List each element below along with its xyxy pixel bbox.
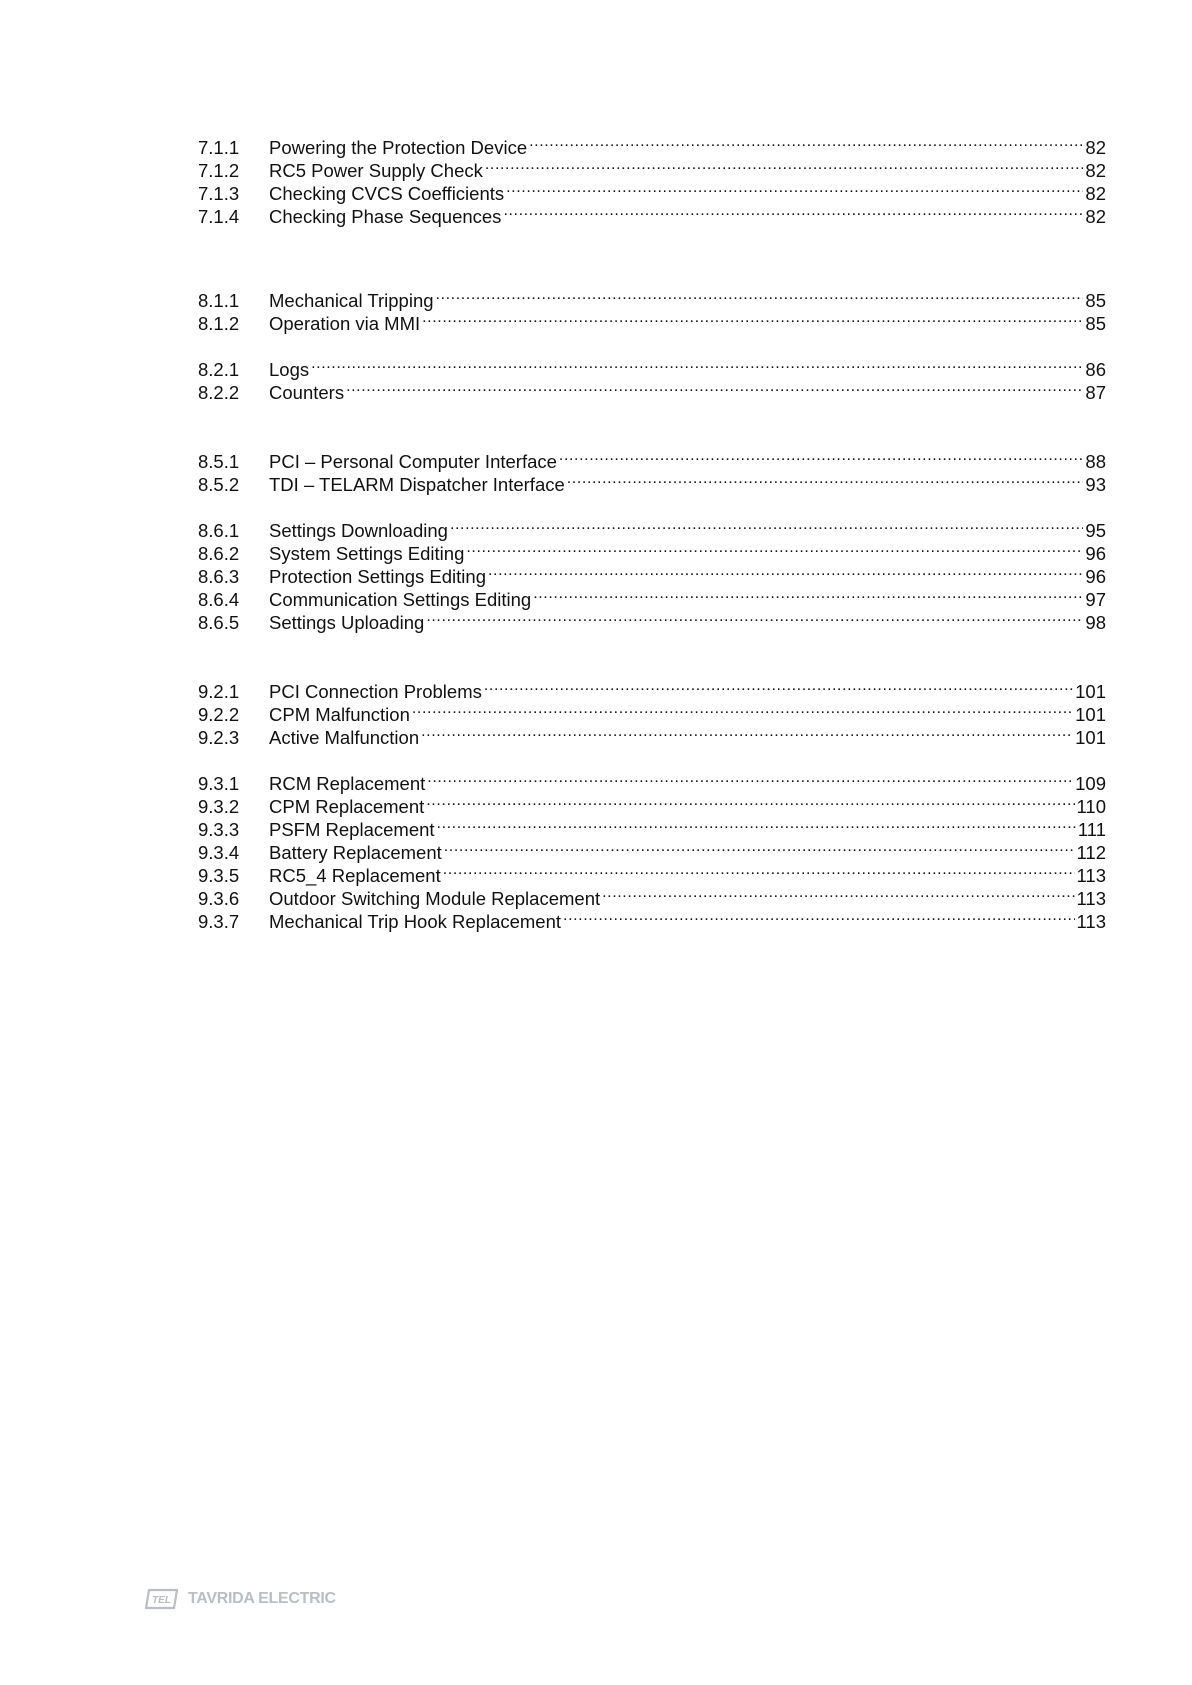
toc-entry-number: 7.1.3 [198,183,240,204]
toc-entry-number: 9.2.2 [198,704,240,725]
toc-entry-title[interactable]: System Settings Editing [269,543,465,564]
toc-entry-page[interactable]: 113 [1076,911,1106,932]
toc-dot-leader [412,698,1073,721]
toc-entry[interactable] [198,284,1106,311]
toc-entry-title[interactable]: Protection Settings Editing [269,566,486,587]
toc-entry-number: 8.5.2 [198,474,240,495]
toc-entry[interactable] [198,353,1106,380]
toc-entry-title[interactable]: Powering the Protection Device [269,137,528,158]
toc-entry-number: 9.3.1 [198,773,240,794]
toc-dot-leader [436,284,1084,307]
toc-entry-page[interactable]: 113 [1076,888,1106,909]
toc-dot-leader [484,675,1073,698]
tavrida-logo-icon [143,1587,180,1611]
toc-entry-title[interactable]: Outdoor Switching Module Replacement [269,888,601,909]
toc-dot-leader [602,882,1074,905]
toc-entry-title[interactable]: PCI Connection Problems [269,681,482,702]
toc-entry-number: 9.3.2 [198,796,240,817]
toc-entry-page[interactable]: 101 [1075,681,1106,702]
toc-entry-number: 8.5.1 [198,451,240,472]
toc-entry[interactable] [198,767,1106,794]
toc-entry-number: 9.3.5 [198,865,240,886]
toc-entry[interactable] [198,131,1106,158]
toc-group [198,353,1106,403]
toc-entry-page[interactable]: 110 [1076,796,1106,817]
toc-entry-number: 8.1.2 [198,313,240,334]
toc-entry-number: 8.6.4 [198,589,240,610]
toc-entry-page[interactable]: 112 [1076,842,1106,863]
toc-dot-leader [485,154,1084,177]
toc-entry-title[interactable]: CPM Malfunction [269,704,410,725]
toc-entry-page[interactable]: 86 [1085,359,1106,380]
toc-group [198,675,1106,748]
toc-dot-leader [533,583,1083,606]
toc-entry-title[interactable]: TDI – TELARM Dispatcher Interface [269,474,565,495]
table-of-contents [198,131,1106,932]
toc-dot-leader [488,560,1083,583]
toc-entry-title[interactable]: Mechanical Trip Hook Replacement [269,911,562,932]
toc-dot-leader [503,200,1083,223]
toc-entry-page[interactable]: 82 [1085,137,1106,158]
toc-dot-leader [421,721,1073,744]
toc-entry-page[interactable]: 96 [1085,566,1106,587]
toc-entry-number: 9.2.1 [198,681,240,702]
toc-entry-number: 9.3.4 [198,842,240,863]
toc-entry-page[interactable]: 93 [1085,474,1106,495]
toc-entry-page[interactable]: 85 [1085,290,1106,311]
toc-group [198,767,1106,932]
toc-entry-page[interactable]: 111 [1077,819,1106,840]
toc-entry-number: 7.1.1 [198,137,240,158]
svg-text:TEL: TEL [152,1595,171,1606]
toc-dot-leader [443,859,1075,882]
toc-entry-page[interactable]: 96 [1085,543,1106,564]
toc-entry-number: 7.1.2 [198,160,240,181]
toc-entry-title[interactable]: Operation via MMI [269,313,421,334]
toc-entry-number: 9.3.6 [198,888,240,909]
toc-entry-page[interactable]: 88 [1085,451,1106,472]
toc-group [198,514,1106,633]
toc-entry-title[interactable]: Logs [269,359,310,380]
toc-entry-page[interactable]: 98 [1085,612,1106,633]
toc-entry-title[interactable]: Settings Uploading [269,612,425,633]
toc-dot-leader [427,767,1073,790]
toc-entry-page[interactable]: 85 [1085,313,1106,334]
toc-entry-page[interactable]: 97 [1085,589,1106,610]
toc-entry-title[interactable]: Settings Downloading [269,520,448,541]
toc-entry-number: 8.2.2 [198,382,240,403]
footer-logo-text: TAVRIDA ELECTRIC [188,1590,336,1607]
toc-entry-title[interactable]: Counters [269,382,345,403]
toc-entry-page[interactable]: 101 [1075,704,1106,725]
toc-entry-number: 8.6.3 [198,566,240,587]
toc-entry-title[interactable]: Checking CVCS Coefficients [269,183,505,204]
toc-dot-leader [450,514,1083,537]
toc-entry-number: 7.1.4 [198,206,240,227]
toc-entry-title[interactable]: RC5 Power Supply Check [269,160,483,181]
toc-entry-number: 8.6.2 [198,543,240,564]
toc-entry-number: 8.2.1 [198,359,240,380]
toc-entry-number: 9.3.7 [198,911,240,932]
toc-dot-leader [346,376,1083,399]
toc-group [198,445,1106,495]
toc-dot-leader [311,353,1083,376]
toc-entry[interactable] [198,445,1106,472]
toc-entry-page[interactable]: 113 [1076,865,1106,886]
toc-group [198,284,1106,334]
toc-entry-title[interactable]: PSFM Replacement [269,819,435,840]
toc-dot-leader [563,905,1074,928]
toc-entry-page[interactable]: 82 [1085,206,1106,227]
toc-dot-leader [422,307,1083,330]
toc-entry-title[interactable]: Battery Replacement [269,842,442,863]
toc-entry-title[interactable]: CPM Replacement [269,796,425,817]
toc-entry-page[interactable]: 101 [1075,727,1106,748]
toc-entry-page[interactable]: 82 [1085,183,1106,204]
toc-entry-title[interactable]: RCM Replacement [269,773,426,794]
toc-entry-number: 8.1.1 [198,290,240,311]
toc-dot-leader [426,790,1074,813]
toc-entry-page[interactable]: 87 [1085,382,1106,403]
toc-entry[interactable] [198,514,1106,541]
toc-dot-leader [529,131,1083,154]
toc-entry-title[interactable]: Checking Phase Sequences [269,206,502,227]
toc-dot-leader [506,177,1083,200]
toc-dot-leader [559,445,1084,468]
toc-entry-title[interactable]: PCI – Personal Computer Interface [269,451,557,472]
toc-dot-leader [567,468,1084,491]
footer-logo [143,1587,336,1611]
toc-entry-page[interactable]: 82 [1085,160,1106,181]
toc-entry[interactable] [198,376,1106,403]
toc-entry-title[interactable]: Communication Settings Editing [269,589,532,610]
toc-entry[interactable] [198,675,1106,702]
toc-dot-leader [437,813,1076,836]
toc-entry-page[interactable]: 109 [1075,773,1106,794]
toc-dot-leader [426,606,1083,629]
toc-entry-number: 9.2.3 [198,727,240,748]
toc-entry-title[interactable]: Active Malfunction [269,727,420,748]
toc-entry-number: 8.6.5 [198,612,240,633]
toc-entry-page[interactable]: 95 [1085,520,1106,541]
toc-entry-title[interactable]: RC5_4 Replacement [269,865,441,886]
toc-entry-number: 8.6.1 [198,520,240,541]
toc-dot-leader [444,836,1075,859]
toc-dot-leader [466,537,1083,560]
toc-group [198,131,1106,227]
toc-entry-title[interactable]: Mechanical Tripping [269,290,434,311]
toc-entry-number: 9.3.3 [198,819,240,840]
